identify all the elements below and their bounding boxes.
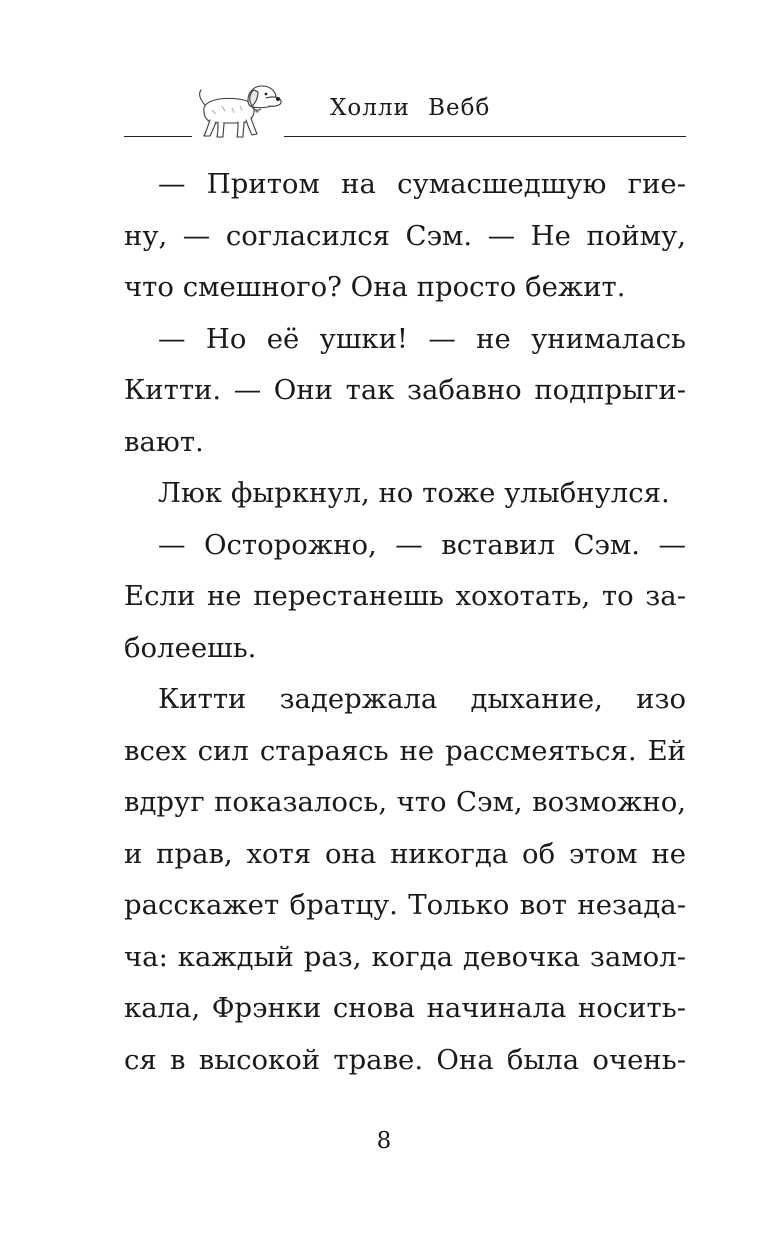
text-line: — Осторожно, — вставил Сэм. — [158, 528, 686, 561]
text-line: расскажет братцу. Только вот незада- [124, 889, 686, 921]
header-rule-left [124, 136, 192, 137]
text-line: — Притом на сумасшедшую гие- [158, 168, 686, 200]
text-line: Люк фыркнул, но тоже улыбнулся. [158, 477, 670, 509]
text-line: — Но её ушки! — не унималась [158, 322, 686, 355]
text-line: Если не перестанешь хохотать, то за- [124, 580, 686, 612]
text-line: и прав, хотя она никогда об этом не [124, 837, 686, 870]
text-line: Китти. — Они так забавно подпрыги- [124, 374, 686, 406]
header-rule-right [284, 136, 686, 137]
body-text [124, 162, 686, 1089]
page-header [0, 0, 768, 150]
text-line: кала, Фрэнки снова начинала носить- [124, 992, 686, 1024]
text-line: Китти задержала дыхание, изо [158, 683, 686, 715]
running-title: Холли Вебб [330, 95, 491, 121]
text-line: вают. [124, 425, 204, 458]
page-number: 8 [376, 1128, 392, 1154]
puppy-illustration-icon [192, 80, 284, 142]
text-line: что смешного? Она просто бежит. [124, 271, 626, 303]
text-line: ся в высокой траве. Она была очень- [124, 1043, 686, 1076]
text-line: болеешь. [124, 631, 257, 664]
text-line: ча: каждый раз, когда девочка замол- [124, 940, 686, 973]
text-line: ну, — согласился Сэм. — Не пойму, [124, 219, 686, 252]
text-line: всех сил стараясь не рассмеяться. Ей [124, 734, 686, 767]
text-line: вдруг показалось, что Сэм, возможно, [124, 786, 686, 818]
